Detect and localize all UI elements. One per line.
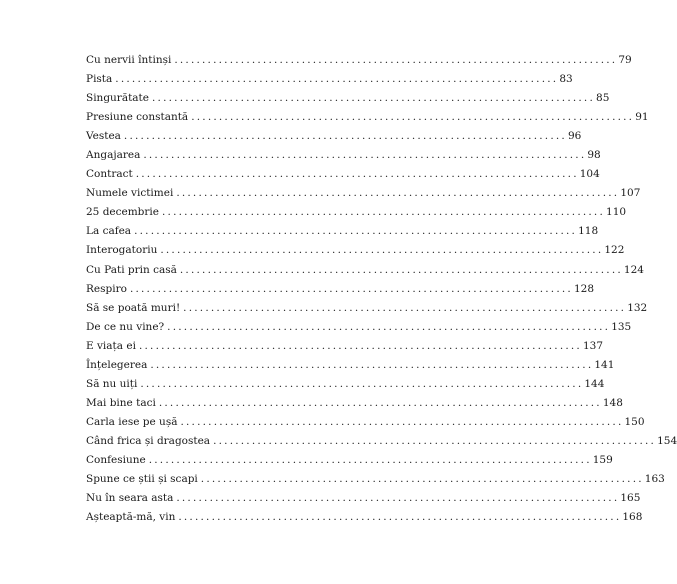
toc-entry-title: Să nu uiți [86,377,138,390]
toc-dot-leader: ................................................................................ [179,263,623,276]
toc-entry-title: Cu Pati prin casă [86,263,177,276]
toc-dot-leader: ................................................................................ [160,244,604,257]
toc-entry-page-number: 135 [611,320,632,333]
toc-entry-page-number: 122 [604,244,625,257]
toc-entry-title: Înțelegerea [86,358,148,371]
toc-dot-leader: ................................................................................ [115,73,559,86]
toc-entry-page-number: 154 [657,434,677,447]
toc-entry [86,473,665,492]
toc-dot-leader: ................................................................................ [135,168,579,181]
toc-entry-title: Când frica și dragostea [86,434,211,447]
toc-entry-page-number: 159 [592,453,613,466]
toc-entry-title: La cafea [86,225,132,238]
toc-entry [86,415,645,435]
toc-dot-leader: ................................................................................ [134,225,578,238]
toc-entry-page-number: 163 [644,473,665,486]
toc-entry [86,168,600,187]
toc-entry-title: Respiro [86,282,127,295]
toc-entry-page-number: 132 [627,301,648,314]
toc-dot-leader: ................................................................................ [162,206,606,219]
toc-entry-title: Presiune constantă [86,111,189,124]
toc-entry-page-number: 168 [622,511,643,524]
toc-entry [86,282,594,302]
toc-entry-page-number: 165 [620,492,641,505]
toc-entry-title: 25 decembrie [86,206,159,219]
toc-entry-page-number: 144 [584,377,605,390]
toc-entry [86,339,604,359]
toc-dot-leader: ................................................................................ [140,377,584,390]
toc-entry [86,54,632,73]
toc-entry-title: Numele victimei [86,187,174,200]
toc-entry-title: Contract [86,168,133,181]
toc-dot-leader: ................................................................................ [174,54,618,66]
toc-entry-title: Spune ce știi și scapi [86,473,198,486]
toc-dot-leader: ................................................................................ [176,492,620,505]
toc-entry-title: Confesiune [86,453,146,466]
toc-entry [86,320,632,340]
toc-dot-leader: ................................................................................ [129,282,573,295]
toc-entry [86,225,599,244]
toc-entry [86,92,610,111]
toc-entry-page-number: 91 [635,111,649,124]
toc-entry-title: Carla iese pe ușă [86,415,178,428]
toc-dot-leader: ................................................................................ [178,511,622,524]
toc-dot-leader: ................................................................................ [152,92,596,105]
toc-entry-title: De ce nu vine? [86,320,165,333]
toc-entry [86,434,677,454]
toc-entry-page-number: 137 [582,339,604,352]
toc-entry-title: Interogatoriu [86,244,158,257]
toc-entry-page-number: 150 [624,415,645,428]
toc-entry [86,492,641,511]
toc-entry-page-number: 96 [567,130,582,143]
toc-entry-title: Mai bine taci [86,396,156,409]
toc-entry-title: Nu în seara asta [86,492,174,505]
toc-entry-page-number: 128 [573,282,594,295]
toc-entry [86,149,601,168]
toc-entry-page-number: 85 [596,92,610,105]
toc-dot-leader: ................................................................................ [123,130,567,143]
toc-entry [86,244,625,263]
toc-dot-leader: ................................................................................ [183,301,627,314]
toc-dot-leader: ................................................................................ [138,339,582,352]
toc-entry [86,111,649,130]
toc-entry-page-number: 141 [594,358,615,371]
toc-entry-title: Să se poată muri! [86,301,181,314]
toc-entry-title: Singurătate [86,92,149,105]
toc-entry [86,511,643,530]
toc-entry [86,377,605,397]
toc-entry [86,206,627,225]
toc-entry-title: Așteaptă-mă, vin [86,511,176,524]
toc-entry-title: E viața ei [86,339,136,352]
toc-dot-leader: ................................................................................ [143,149,587,162]
toc-entry-title: Vestea [86,130,121,143]
toc-entry [86,130,582,149]
table-of-contents [86,54,677,530]
toc-dot-leader: ................................................................................ [167,320,611,333]
toc-entry-page-number: 148 [602,396,623,409]
toc-entry-page-number: 104 [579,168,600,181]
toc-entry-page-number: 107 [620,187,641,200]
toc-entry-title: Pista [86,73,113,86]
toc-entry [86,73,573,92]
toc-entry-page-number: 118 [578,225,599,238]
toc-entry-page-number: 79 [618,54,632,66]
toc-dot-leader: ................................................................................ [200,473,644,486]
toc-dot-leader: ................................................................................ [180,415,624,428]
toc-dot-leader: ................................................................................ [191,111,635,124]
toc-dot-leader: ................................................................................ [213,434,657,447]
toc-entry [86,187,641,206]
toc-entry [86,396,623,416]
toc-dot-leader: ................................................................................ [150,358,594,371]
toc-entry-page-number: 124 [623,263,644,276]
toc-entry-title: Angajarea [86,149,141,162]
toc-entry-title: Cu nervii întinși [86,54,172,66]
toc-entry-page-number: 83 [559,73,573,86]
toc-dot-leader: ................................................................................ [176,187,620,200]
toc-dot-leader: ................................................................................ [148,453,592,466]
toc-entry [86,263,644,283]
toc-entry [86,453,613,473]
toc-entry-page-number: 98 [587,149,601,162]
toc-entry-page-number: 110 [606,206,627,219]
toc-dot-leader: ................................................................................ [158,396,602,409]
toc-entry [86,301,648,321]
toc-entry [86,358,615,378]
